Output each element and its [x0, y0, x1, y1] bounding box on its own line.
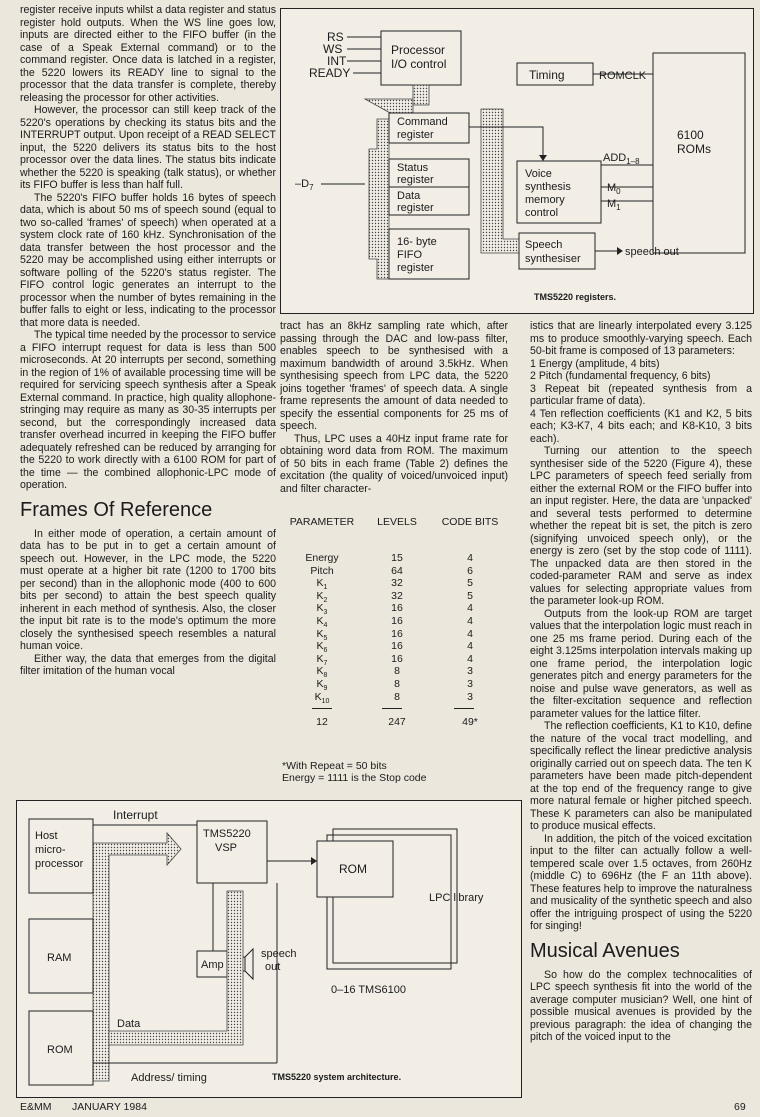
section-heading: Musical Avenues [530, 939, 680, 962]
table-cell-levels: 16 [391, 602, 403, 615]
table-cell-bits: 4 [467, 640, 473, 653]
table-row [282, 628, 502, 640]
paragraph: istics that are linearly interpolated every 3.125 ms to produce smoothly-varying speech. Each 50-bit frame is composed of 13 parameters: [530, 320, 752, 357]
column-2 [280, 320, 508, 495]
data-label-1: Data [397, 190, 421, 202]
system-diagram [17, 801, 521, 1097]
table-cell-bits: 3 [467, 690, 473, 703]
vs-label-3: memory [525, 194, 565, 206]
table-row [282, 602, 502, 617]
footer-publication: E&MM [20, 1101, 52, 1113]
list-item: 3 Repeat bit (repeated synthesis from a particular frame of data). [530, 382, 752, 407]
table-row [282, 590, 502, 602]
table-cell-param: $K_7$ [316, 652, 328, 667]
roms-label-2: ROMs [677, 142, 711, 156]
host-label-3: processor [35, 858, 84, 870]
paragraph: Thus, LPC uses a 40Hz input frame rate for obtaining word data from ROM. The maximum of 50 bits in each frame (Table 2) defines the excitation (the quality of voiced/unvoiced input) and filter character- [280, 432, 508, 495]
vs-label-1: Voice [525, 168, 552, 180]
fifo-label-3: register [397, 262, 434, 274]
timing-label: Timing [529, 68, 565, 82]
paragraph: So how do the complex technocalities of LPC speech synthesis fit into the world of the average computer musician? Well, one hint of possible musical avenues is provided by the previous paragraph: the idea of changing the pitch of the voiced input to the [530, 968, 752, 1043]
table-cell-bits: 4 [467, 627, 473, 640]
romclk-label: ROMCLK [599, 70, 647, 82]
table-cell-param: $K_2$ [316, 589, 328, 604]
fifo-label-1: 16- byte [397, 236, 437, 248]
table-cell-bits: 4 [467, 615, 473, 627]
table-row [282, 552, 502, 564]
host-label-1: Host [35, 830, 58, 842]
table-cell-levels: 32 [391, 589, 403, 602]
tms-label-1: TMS5220 [203, 828, 251, 840]
paragraph: Turning our attention to the speech synthesiser side of the 5220 (Figure 4), these LPC parameters of speech feed serially from either the external ROM or the FIFO buffer into an input register. Here, the data are 'unpacked' and several tests performed to determine whether the repeat bit is set, the pitch is zero (signifying unvoiced speech only), or the energy is zero (set by the stop code of 1111). The unpacked data are then stored in the coded-parameter RAM and serve as index values for selecting appropriate values from the parameter look-up ROM. [530, 445, 752, 607]
table-header-row [282, 516, 502, 528]
fifo-label-2: FIFO [397, 249, 423, 261]
rs-label: RS [327, 30, 344, 44]
table-cell-levels: 8 [394, 678, 400, 690]
paragraph: Outputs from the look-up ROM are target values that the interpolation logic must reach in one 25 ms frame period. During each of the eight 3.125ms interpolation intervals making up one frame period, the interpolation logic generates pitch and energy parameters for the noise and pulse wave generators, as well as the filter-excitation sequence and reflection parameter values for the lattice filter. [530, 607, 752, 720]
figure-caption-registers: TMS5220 registers. [534, 292, 617, 302]
table-note: Energy = 1111 is the Stop code [282, 772, 427, 784]
list-item: 4 Ten reflection coefficients (K1 and K2, 5 bits each; K3-K7, 4 bits each; and K8-K10, 3 bits each). [530, 407, 752, 445]
add-label: $ADD_{1-8}$ [603, 152, 640, 166]
list-item: 2 Pitch (fundamental frequency, 6 bits) [530, 370, 711, 382]
table-cell-param: $K_1$ [316, 577, 328, 592]
table-cell-bits: 4 [467, 552, 473, 564]
footer-date: JANUARY 1984 [72, 1101, 147, 1113]
table-cell-bits: 4 [467, 652, 473, 665]
paragraph: In either mode of operation, a certain amount of data has to be put in to get a certain amount of speech out. However, in the LPC mode, the 5220 must operate at a higher bit rate (1200 to 1700 bits per second) than in the allophonic mode (400 to 600 bits per second) to attain the best speech quality inherent in each method of synthesis. Also, the closer the input bit rate is to the mode's optimum the more closely the synthesised speech resembles a natural human voice. [20, 527, 276, 652]
list-item: 1 Energy (amplitude, 4 bits) [530, 357, 660, 370]
table-header: PARAMETER [289, 516, 355, 528]
table-row [282, 691, 502, 703]
vs-label-2: synthesis [525, 181, 571, 193]
table-cell-param: $K_{10}$ [314, 690, 330, 705]
paragraph: In addition, the pitch of the voiced excitation input to the filter can actually follow a well-tempered scale over 1.5 octaves, from 260Hz (middle C) to 696Hz (the F an 11th above). These features help to improve the naturalness and musicality of the synthetic speech and also offer the intriguing prospect of using the 5220 for singing! [530, 832, 752, 932]
page-number: 69 [734, 1101, 746, 1113]
paragraph: Either way, the data that emerges from the digital filter imitation of the human vocal [20, 652, 276, 677]
roms-label-1: 6100 [677, 128, 704, 142]
paragraph: register receive inputs whilst a data register and status register hold outputs. When the WS line goes low, inputs are directed either to the FIFO buffer (in the case of a Speak External command) or to the command register. Once data is latched in a register, the 5220 lowers its READY line to signal to the processor that the data transfer is complete, thereby releasing the processor for other activities. [20, 4, 276, 104]
speech-label-1: speech [261, 948, 297, 960]
table-cell-levels: 64 [391, 564, 403, 577]
ws-label: WS [323, 42, 343, 56]
table-row [282, 640, 502, 655]
sp-label-1: Speech [525, 239, 563, 251]
proc-label-2: I/O control [391, 57, 447, 71]
proc-label-1: Processor [391, 43, 446, 57]
amp-label: Amp [201, 959, 224, 971]
table-cell: 12 [316, 716, 328, 728]
system-rom-label: ROM [47, 1044, 73, 1056]
table-cell-levels: 15 [391, 552, 403, 564]
table-cell-param: $K_6$ [316, 640, 328, 655]
paragraph: The 5220's FIFO buffer holds 16 bytes of speech data, which is about 50 ms of speech sound (equal to two so-called 'frames' of speech) when operated at a system clock rate of 160 kHz. Synchronisation of the data transfer between the host processor and the 5220 may be accomplished using either interrupts or software polling of the 5220's status register. The FIFO control logic generates an interrupt to the processor when the number of bytes remaining in the buffer falls to eight or less, indicating to the processor that more data is needed. [20, 191, 276, 329]
section-heading: Frames Of Reference [20, 498, 213, 521]
table-row [282, 665, 502, 680]
internal-bus-shape [481, 109, 519, 253]
table-cell-bits: 3 [467, 678, 473, 690]
status-label-2: register [397, 174, 434, 186]
table-row [282, 565, 502, 577]
table-cell-levels: 32 [391, 577, 403, 590]
ready-label: READY [309, 66, 351, 80]
vs-label-4: control [525, 207, 559, 219]
column-1 [20, 4, 276, 678]
address-timing-label: Address/ timing [131, 1072, 207, 1084]
tms6100-label: 0–16 TMS6100 [331, 984, 407, 996]
paragraph: The typical time needed by the processor to service a FIFO interrupt request for data is less than 500 microseconds. At 20 interrupts per second, something in the region of 1% of available processing time will be required for servicing speech synthesis after a Speak External command. In practice, high quality allophone-stringing may require as many as 30-35 interrupts per second, but the correspondingly increased data transfer overhead incurred in keeping the FIFO buffer adequately refreshed can be reduced by arranging for the 5220 to work directly with a 6100 ROM for part of the time — the combined allophonic-LPC mode of operation. [20, 329, 277, 491]
host-label-2: micro- [35, 844, 66, 856]
table-cell: 49* [462, 716, 478, 728]
data-label: Data [117, 1018, 141, 1030]
sp-label-2: synthesiser [525, 253, 581, 265]
m1-label: $M_1$ [607, 198, 621, 212]
table-cell-param: $K_8$ [316, 665, 328, 680]
speech-label-2: out [265, 961, 281, 973]
table-cell-bits: 3 [467, 665, 473, 678]
tms-label-2: VSP [215, 842, 238, 854]
lpc-library-label: LPC library [429, 892, 484, 904]
table-cell-param: Pitch [310, 564, 334, 577]
table-cell-levels: 16 [391, 615, 403, 627]
d7-label: $-D_7$ [295, 178, 314, 192]
paragraph: However, the processor can still keep track of the 5220's operations by checking its status bits and the INTERRUPT output. Upon receipt of a READ SELECT input, the 5220 delivers its status bits to the host processor over the data lines. The status bits indicate whether the 5220 is speaking (talk status), or whether its FIFO buffer is less than half full. [20, 104, 276, 191]
data-label-2: register [397, 202, 434, 214]
interrupt-label: Interrupt [113, 808, 158, 822]
cmd-label-2: register [397, 129, 434, 141]
figure-system [16, 800, 522, 1098]
table-cell-bits: 6 [467, 564, 473, 577]
column-3 [530, 320, 752, 1044]
table-row [282, 678, 502, 693]
paragraph: The reflection coefficients, K1 to K10, define the nature of the vocal tract modelling, and specifically reflect the linear predictive analysis originally carried out on speech data. The ten K parameters have been made pitch-dependent at the top end of the frequency range to give more natural female or higher pitched speech. These K parameters can also be manipulated to produce musical effects. [530, 720, 752, 832]
table-cell-param: $K_4$ [316, 615, 328, 630]
table-cell-levels: 8 [394, 690, 400, 703]
table-cell-param: $K_9$ [316, 678, 328, 693]
table-row [282, 577, 502, 592]
table-row [282, 653, 502, 665]
figure-caption-system: TMS5220 system architecture. [272, 1072, 402, 1082]
paragraph: tract has an 8kHz sampling rate which, after passing through the DAC and low-pass filter, enables speech to be synthesised with a maximum bandwidth of around 3.5kHz. When synthesising speech from LPC data, the 5220 joins together 'frames' of speech data. A single frame represents the amount of data needed to specify the essential components for 25 ms of speech. [280, 320, 508, 432]
table-row [282, 615, 502, 630]
table-cell-bits: 5 [467, 577, 473, 590]
table-header: CODE BITS [441, 516, 499, 528]
table-cell-bits: 5 [467, 589, 473, 602]
table-total-row [282, 716, 502, 728]
table-cell-levels: 16 [391, 640, 403, 653]
table-cell-levels: 8 [394, 665, 400, 678]
speech-out-label: speech out [625, 246, 679, 258]
rom-label: ROM [339, 862, 367, 876]
table-cell-param: $K_3$ [316, 602, 328, 617]
int-label: INT [327, 54, 347, 68]
cmd-label-1: Command [397, 116, 448, 128]
table-cell-param: $K_5$ [316, 627, 328, 642]
table-note: *With Repeat = 50 bits [282, 760, 387, 772]
table-cell-bits: 4 [467, 602, 473, 615]
parameter-table [282, 516, 508, 786]
table-cell: 247 [388, 716, 406, 728]
table-cell-levels: 16 [391, 627, 403, 640]
figure-registers [280, 8, 754, 314]
status-label-1: Status [397, 162, 429, 174]
ram-label: RAM [47, 952, 72, 964]
table-cell-param: Energy [305, 552, 339, 564]
m0-label: $M_0$ [607, 182, 621, 196]
table-cell-levels: 16 [391, 652, 403, 665]
registers-diagram [281, 9, 753, 313]
table-header: LEVELS [377, 516, 417, 528]
